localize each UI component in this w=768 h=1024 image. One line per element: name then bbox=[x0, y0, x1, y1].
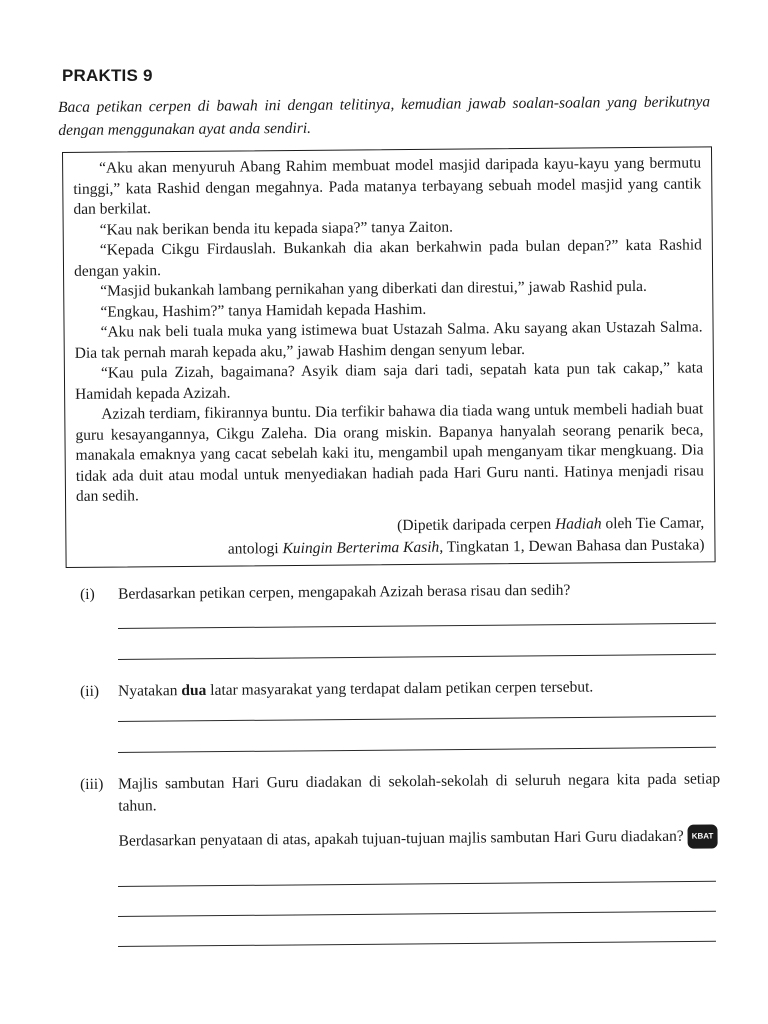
question-text: Majlis sambutan Hari Guru diadakan di sekolah-sekolah di seluruh negara kita pada setiap tahun. bbox=[118, 770, 721, 815]
anthology-title: Kuingin Berterima Kasih bbox=[282, 538, 440, 557]
question-number: (i) bbox=[80, 585, 95, 603]
answer-line[interactable] bbox=[118, 654, 716, 660]
passage-paragraph: “Aku akan menyuruh Abang Rahim membuat model masjid daripada kayu-kayu yang bermutu tinggi,” kata Rashid dengan megahnya. Pada matanya terbayang sebuah model masjid yang cantik dan berkilat. bbox=[73, 154, 702, 218]
answer-line[interactable] bbox=[118, 623, 716, 629]
question-subtext bbox=[118, 824, 720, 853]
passage-paragraph: “Aku nak beli tuala muka yang istimewa buat Ustazah Salma. Aku sayang akan Ustazah Salma. Dia tak pernah marah kepada aku,” jawab Hashim dengan senyum lebar. bbox=[74, 318, 703, 362]
question-2 bbox=[80, 675, 720, 703]
answer-line[interactable] bbox=[118, 911, 716, 917]
question-text-part: latar masyarakat yang terdapat dalam petikan cerpen tersebut. bbox=[206, 678, 594, 699]
passage-paragraph: “Engkau, Hashim?” tanya Hamidah kepada Hashim. bbox=[100, 300, 427, 321]
passage-paragraph: Azizah terdiam, fikirannya buntu. Dia terfikir bahawa dia tiada wang untuk membeli hadiah buat guru kesayangannya, Cikgu Zaleha. Dia orang miskin. Bapanya hanyalah seorang penarik beca, manakala emaknya yang cacat sebelah kaki itu, mengambil upah menganyam tikar mengkuang. Dia tidak ada duit atau modal untuk menyediakan hadiah pada Hari Guru nanti. Hatinya menjadi risau dan sedih. bbox=[75, 400, 704, 505]
source-text: antologi bbox=[227, 539, 283, 558]
answer-line[interactable] bbox=[118, 941, 716, 947]
source-text: , Tingkatan 1, Dewan Bahasa dan Pustaka) bbox=[439, 535, 705, 556]
question-subtext-body: Berdasarkan penyataan di atas, apakah tujuan-tujuan majlis sambutan Hari Guru diadakan? bbox=[118, 827, 684, 850]
source-line-2 bbox=[76, 534, 704, 561]
passage-paragraph: “Masjid bukankah lambang pernikahan yang diberkati dan direstui,” jawab Rashid pula. bbox=[100, 277, 647, 300]
page-title: PRAKTIS 9 bbox=[62, 66, 153, 85]
source-text: (Dipetik daripada cerpen bbox=[397, 515, 556, 534]
question-text: Berdasarkan petikan cerpen, mengapakah Azizah berasa risau dan sedih? bbox=[118, 581, 571, 603]
question-1 bbox=[80, 578, 720, 606]
passage-paragraph: “Kau pula Zizah, bagaimana? Asyik diam saja dari tadi, sepatah kata pun tak cakap,” kata Hamidah kepada Azizah. bbox=[75, 359, 703, 403]
question-number: (iii) bbox=[80, 775, 104, 793]
passage-source bbox=[76, 512, 704, 561]
question-keyword: dua bbox=[181, 681, 207, 700]
source-text: oleh Tie Camar, bbox=[601, 513, 705, 532]
kbat-badge: KBAT bbox=[688, 824, 718, 848]
question-number: (ii) bbox=[80, 682, 100, 700]
question-text bbox=[118, 675, 720, 702]
passage-paragraph: “Kepada Cikgu Firdauslah. Bukankah dia akan berkahwin pada bulan depan?” kata Rashid dengan yakin. bbox=[73, 236, 702, 280]
question-text-part: Nyatakan bbox=[118, 682, 182, 700]
answer-line[interactable] bbox=[118, 716, 716, 722]
passage-box bbox=[62, 146, 716, 568]
passage-paragraph: “Kau nak berikan benda itu kepada siapa?” tanya Zaiton. bbox=[99, 218, 454, 239]
question-3 bbox=[80, 768, 721, 854]
story-title: Hadiah bbox=[554, 514, 602, 533]
answer-line[interactable] bbox=[118, 747, 716, 753]
answer-line[interactable] bbox=[118, 881, 716, 887]
instruction-text: Baca petikan cerpen di bawah ini dengan telitinya, kemudian jawab soalan-soalan yang berikutnya dengan menggunakan ayat anda sendiri. bbox=[58, 93, 711, 139]
